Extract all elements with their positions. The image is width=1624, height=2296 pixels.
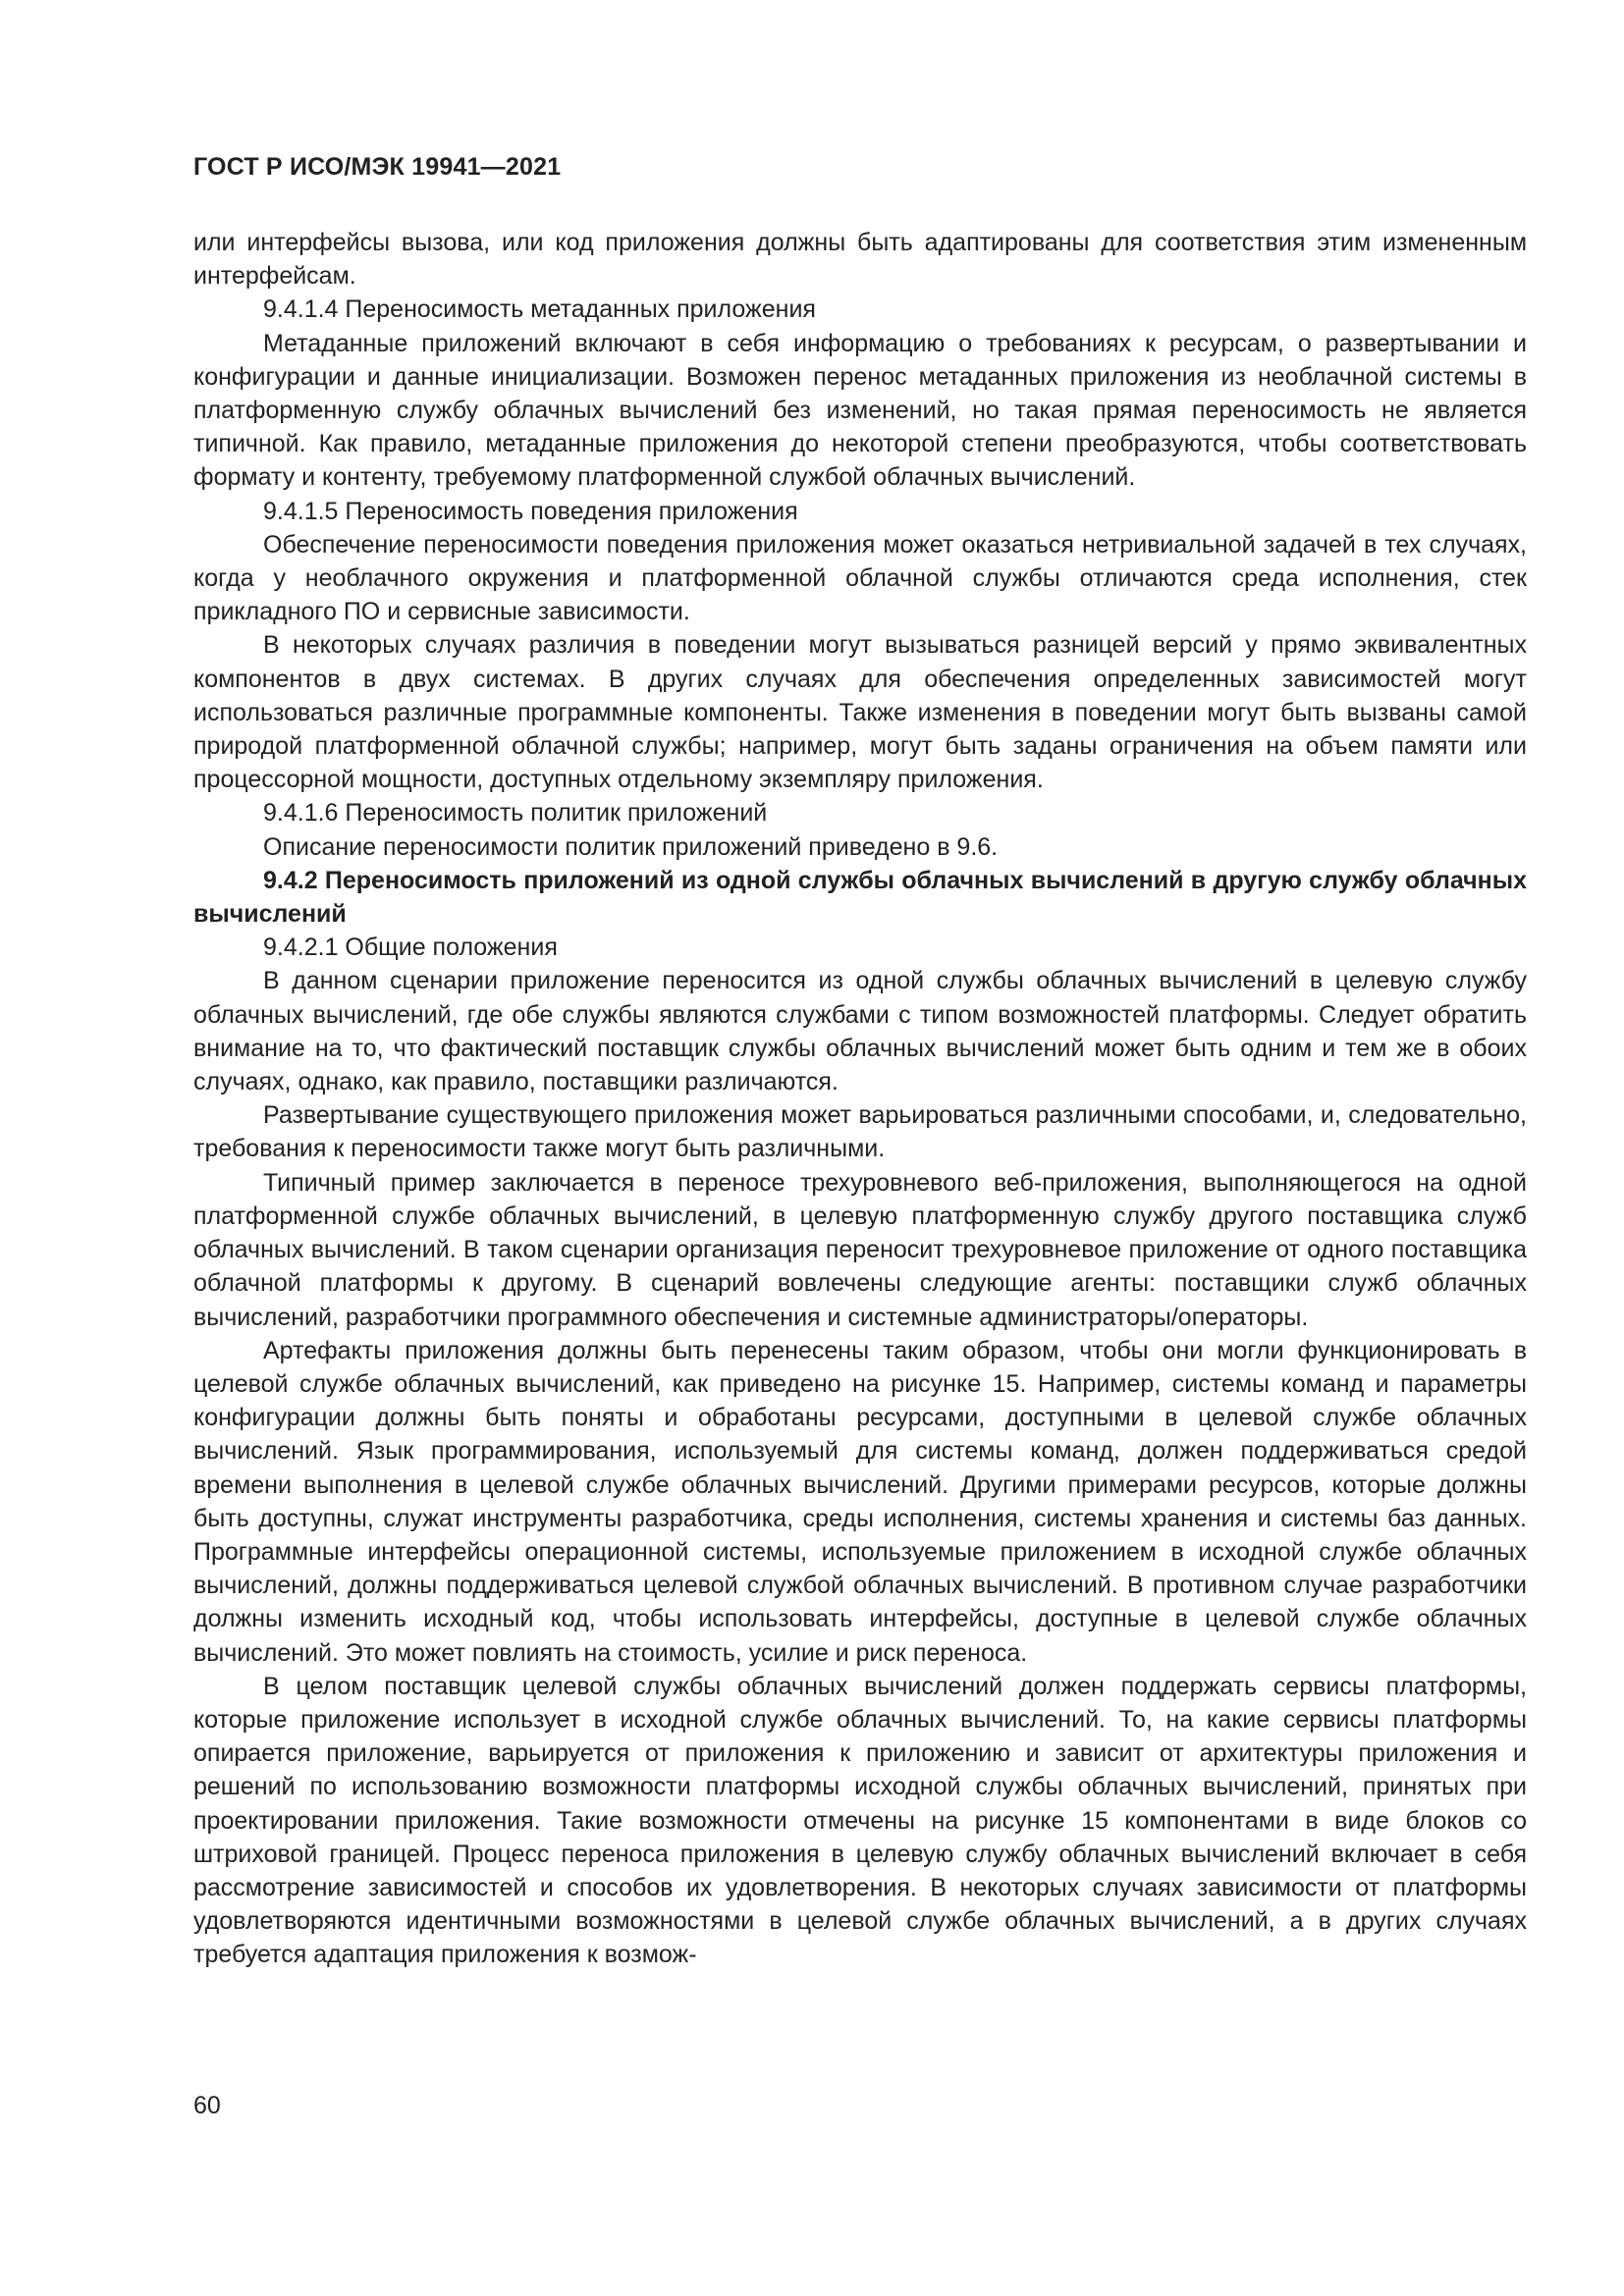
paragraph: В данном сценарии приложение переносится из одной службы облачных вычислений в целевую службу облачных вычислений, где обе службы являются службами с типом возможностей платформы. Следует обратить внимание на то, что фактический поставщик службы облачных вычислений может быть одним и тем же в обоих случаях, однако, как правило, поставщики различаются. — [193, 967, 1527, 1096]
paragraph: Развертывание существующего приложения может варьироваться различными способами, и, следовательно, требования к переносимости также могут быть различными. — [193, 1101, 1527, 1163]
paragraph: 9.4.1.4 Переносимость метаданных приложения — [263, 295, 816, 324]
paragraph: Артефакты приложения должны быть перенесены таким образом, чтобы они могли функционировать в целевой службе облачных вычислений, как приведено на рисунке 15. Например, системы команд и параметры конфигурации должны быть поняты и обработаны ресурсами, доступными в целевой службе облачных вычислений. Язык программирования, используемый для системы команд, должен поддерживаться средой времени выполнения в целевой службе облачных вычислений. Другими примерами ресурсов, которые должны быть доступны, служат инструменты разработчика, среды исполнения, системы хранения и системы баз данных. Программные интерфейсы операционной системы, используемые приложением в исходной службе облачных вычислений, должны поддерживаться целевой службой облачных вычислений. В противном случае разработчики должны изменить исходный код, чтобы использовать интерфейсы, доступные в целевой службе облачных вычислений. Это может повлиять на стоимость, усилие и риск переноса. — [193, 1336, 1527, 1667]
document-body — [193, 226, 1527, 1972]
paragraph: 9.4.1.6 Переносимость политик приложений — [263, 799, 768, 828]
paragraph: 9.4.2.1 Общие положения — [263, 934, 558, 962]
paragraph: Обеспечение переносимости поведения приложения может оказаться нетривиальной задачей в тех случаях, когда у необлачного окружения и платформенной облачной службы отличаются среда исполнения, стек прикладного ПО и сервисные зависимости. — [193, 530, 1527, 626]
paragraph: В целом поставщик целевой службы облачных вычислений должен поддержать сервисы платформы, которые приложение использует в исходной службе облачных вычислений. То, на какие сервисы платформы опирается приложение, варьируется от приложения к приложению и зависит от архитектуры приложения и решений по использованию возможности платформы исходной службы облачных вычислений, принятых при проектировании приложения. Такие возможности отмечены на рисунке 15 компонентами в виде блоков со штриховой границей. Процесс переноса приложения в целевую службу облачных вычислений включает в себя рассмотрение зависимостей и способов их удовлетворения. В некоторых случаях зависимости от платформы удовлетворяются идентичными возможностями в целевой службе облачных вычислений, а в других случаях требуется адаптация приложения к возмож- — [193, 1672, 1527, 1969]
document-header: ГОСТ Р ИСО/МЭК 19941—2021 — [193, 153, 562, 181]
page-number: 60 — [193, 2092, 221, 2119]
section-heading: 9.4.2 Переносимость приложений из одной службы облачных вычислений в другую службу облачных вычислений — [193, 866, 1527, 929]
document-page — [193, 147, 1527, 1972]
paragraph: Типичный пример заключается в переносе трехуровневого веб-приложения, выполняющегося на одной платформенной службе облачных вычислений, в целевую платформенную службу другого поставщика служб облачных вычислений. В таком сценарии организация переносит трехуровневое приложение от одного поставщика облачной платформы к другому. В сценарий вовлечены следующие агенты: поставщики служб облачных вычислений, разработчики программного обеспечения и системные администраторы/операторы. — [193, 1168, 1527, 1331]
paragraph: Описание переносимости политик приложений приведено в 9.6. — [263, 832, 999, 861]
paragraph: Метаданные приложений включают в себя информацию о требованиях к ресурсам, о развертывании и конфигурации и данные инициализации. Возможен перенос метаданных приложения из необлачной системы в платформенную службу облачных вычислений без изменений, но такая прямая переносимость не является типичной. Как правило, метаданные приложения до некоторой степени преобразуются, чтобы соответствовать формату и контенту, требуемому платформенной службой облачных вычислений. — [193, 329, 1527, 492]
paragraph: или интерфейсы вызова, или код приложения должны быть адаптированы для соответствия этим измененным интерфейсам. — [193, 229, 1527, 291]
paragraph: 9.4.1.5 Переносимость поведения приложения — [263, 497, 798, 525]
paragraph: В некоторых случаях различия в поведении могут вызываться разницей версий у прямо эквивалентных компонентов в двух системах. В других случаях для обеспечения определенных зависимостей могут использоваться различные программные компоненты. Также изменения в поведении могут быть вызваны самой природой платформенной облачной службы; например, могут быть заданы ограничения на объем памяти или процессорной мощности, доступных отдельному экземпляру приложения. — [193, 631, 1527, 794]
